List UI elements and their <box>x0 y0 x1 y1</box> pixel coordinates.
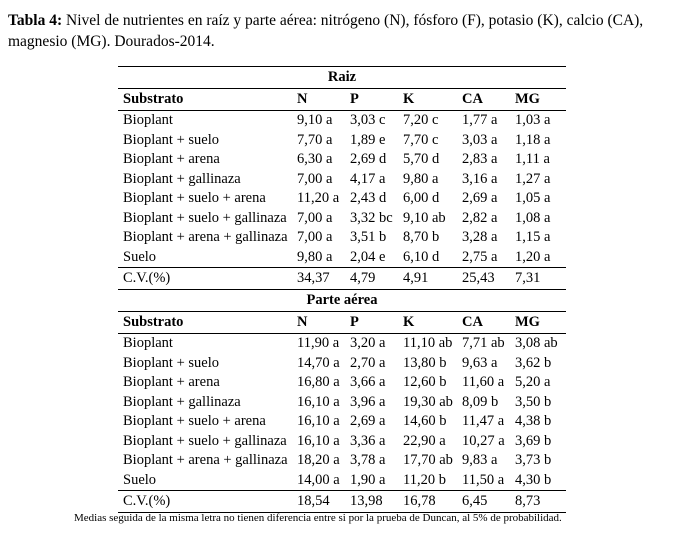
table-row <box>118 412 566 432</box>
nutrient-table <box>118 66 566 513</box>
table-row <box>118 170 566 190</box>
cell-col-p: 2,69 d <box>350 151 387 167</box>
cv-col-p: 13,98 <box>345 491 398 513</box>
cell-col-substrato: Bioplant <box>123 112 173 128</box>
header-col-mg: MG <box>510 89 566 111</box>
section-title-raiz: Raiz <box>118 67 566 89</box>
cell-col-mg: 4,30 b <box>515 471 552 488</box>
cell-col-k: 11,10 ab <box>403 335 453 351</box>
cell-col-n: 7,70 a <box>297 131 333 148</box>
cell-col-n: 16,10 a <box>297 432 340 449</box>
cell-col-mg: 3,08 ab <box>515 335 558 351</box>
table-row <box>118 432 566 452</box>
table-row <box>118 111 566 131</box>
cell-col-p: 2,04 e <box>350 248 386 265</box>
cell-col-ca: 1,77 a <box>462 112 498 128</box>
header-col-k: K <box>398 312 457 334</box>
cell-col-substrato: Suelo <box>123 471 157 488</box>
cv-col-substrato: C.V.(%) <box>118 491 292 513</box>
cv-col-ca: 25,43 <box>457 268 510 290</box>
cell-col-ca: 8,09 b <box>462 393 499 410</box>
cell-col-p: 3,51 b <box>350 229 387 245</box>
cell-col-ca: 11,60 a <box>462 374 505 390</box>
cell-col-mg: 1,03 a <box>515 112 551 128</box>
cv-row-raiz <box>118 268 566 290</box>
cell-col-substrato: Bioplant <box>123 335 173 351</box>
cell-col-ca: 3,28 a <box>462 229 498 245</box>
cell-col-p: 3,78 a <box>350 452 386 468</box>
table-row <box>118 451 566 471</box>
header-col-ca: CA <box>457 89 510 111</box>
cell-col-k: 7,20 c <box>403 112 439 128</box>
cv-col-n: 34,37 <box>292 268 345 290</box>
header-col-substrato: Substrato <box>118 312 292 334</box>
cell-col-ca: 11,47 a <box>462 413 505 429</box>
table-row <box>118 373 566 393</box>
cell-col-ca: 3,03 a <box>462 131 498 148</box>
cell-col-substrato: Bioplant + suelo <box>123 354 219 371</box>
cell-col-substrato: Bioplant + suelo <box>123 131 219 148</box>
cell-col-k: 19,30 ab <box>403 393 453 410</box>
cv-col-p: 4,79 <box>345 268 398 290</box>
cell-col-k: 14,60 b <box>403 413 447 429</box>
section-title-row-parte-aerea <box>118 290 566 312</box>
cell-col-n: 14,00 a <box>297 471 340 488</box>
cv-col-mg: 7,31 <box>510 268 566 290</box>
cell-col-mg: 1,20 a <box>515 248 551 265</box>
cell-col-mg: 1,05 a <box>515 190 551 206</box>
cell-col-substrato: Bioplant + arena <box>123 151 220 167</box>
cell-col-n: 9,80 a <box>297 248 333 265</box>
table-body <box>118 67 566 513</box>
cell-col-p: 3,66 a <box>350 374 386 390</box>
cell-col-ca: 2,75 a <box>462 248 498 265</box>
cell-col-k: 17,70 ab <box>403 452 453 468</box>
cell-col-n: 16,10 a <box>297 413 340 429</box>
header-col-p: P <box>345 312 398 334</box>
cell-col-mg: 1,18 a <box>515 131 551 148</box>
cell-col-substrato: Bioplant + arena + gallinaza <box>123 452 288 468</box>
header-row-raiz <box>118 89 566 111</box>
table-row <box>118 354 566 374</box>
cell-col-n: 18,20 a <box>297 452 340 468</box>
header-col-n: N <box>292 312 345 334</box>
table-row <box>118 189 566 209</box>
cell-col-mg: 1,08 a <box>515 209 551 226</box>
cell-col-p: 3,32 bc <box>350 209 393 226</box>
section-title-parte-aerea: Parte aérea <box>118 290 566 312</box>
cell-col-n: 6,30 a <box>297 151 333 167</box>
cell-col-p: 3,20 a <box>350 335 386 351</box>
cv-col-n: 18,54 <box>292 491 345 513</box>
cell-col-substrato: Bioplant + suelo + arena <box>123 190 266 206</box>
cell-col-k: 11,20 b <box>403 471 446 488</box>
cell-col-ca: 3,16 a <box>462 170 498 187</box>
cell-col-p: 3,03 c <box>350 112 386 128</box>
section-title-row-raiz <box>118 67 566 89</box>
header-col-ca: CA <box>457 312 510 334</box>
cell-col-mg: 5,20 a <box>515 374 551 390</box>
cell-col-k: 9,10 ab <box>403 209 446 226</box>
cell-col-substrato: Suelo <box>123 248 157 265</box>
cell-col-n: 16,10 a <box>297 393 340 410</box>
cell-col-p: 2,43 d <box>350 190 387 206</box>
cell-col-n: 7,00 a <box>297 209 333 226</box>
cell-col-n: 14,70 a <box>297 354 340 371</box>
cell-col-substrato: Bioplant + gallinaza <box>123 170 241 187</box>
cell-col-mg: 1,11 a <box>515 151 550 167</box>
cell-col-ca: 2,82 a <box>462 209 498 226</box>
cell-col-k: 12,60 b <box>403 374 447 390</box>
cell-col-substrato: Bioplant + arena + gallinaza <box>123 229 288 245</box>
header-col-substrato: Substrato <box>118 89 292 111</box>
cell-col-p: 3,96 a <box>350 393 386 410</box>
table-row <box>118 150 566 170</box>
cell-col-n: 9,10 a <box>297 112 333 128</box>
cv-col-mg: 8,73 <box>510 491 566 513</box>
cell-col-n: 11,20 a <box>297 190 340 206</box>
cell-col-substrato: Bioplant + arena <box>123 374 220 390</box>
cell-col-mg: 3,69 b <box>515 432 552 449</box>
cell-col-p: 1,89 e <box>350 131 386 148</box>
cell-col-mg: 4,38 b <box>515 413 552 429</box>
cell-col-ca: 11,50 a <box>462 471 505 488</box>
cell-col-substrato: Bioplant + gallinaza <box>123 393 241 410</box>
table-row <box>118 248 566 268</box>
cell-col-ca: 2,69 a <box>462 190 498 206</box>
table-footnote: Medias seguida de la misma letra no tienen diferencia entre si por la prueba de Duncan, al 5% de probabilidad. <box>74 512 562 524</box>
header-col-mg: MG <box>510 312 566 334</box>
cell-col-ca: 10,27 a <box>462 432 505 449</box>
cell-col-k: 7,70 c <box>403 131 439 148</box>
header-col-k: K <box>398 89 457 111</box>
table-row <box>118 228 566 248</box>
cv-col-k: 4,91 <box>398 268 457 290</box>
cell-col-ca: 2,83 a <box>462 151 498 167</box>
table-row <box>118 393 566 413</box>
table-row <box>118 209 566 229</box>
cell-col-substrato: Bioplant + suelo + gallinaza <box>123 432 287 449</box>
cell-col-p: 2,70 a <box>350 354 386 371</box>
cv-col-k: 16,78 <box>398 491 457 513</box>
cell-col-n: 11,90 a <box>297 335 340 351</box>
cell-col-ca: 9,63 a <box>462 354 498 371</box>
cv-col-ca: 6,45 <box>457 491 510 513</box>
cell-col-n: 16,80 a <box>297 374 340 390</box>
cell-col-mg: 3,73 b <box>515 452 552 468</box>
cell-col-mg: 3,62 b <box>515 354 552 371</box>
table-row <box>118 334 566 354</box>
cell-col-substrato: Bioplant + suelo + gallinaza <box>123 209 287 226</box>
header-col-n: N <box>292 89 345 111</box>
header-col-p: P <box>345 89 398 111</box>
header-row-parte-aerea <box>118 312 566 334</box>
table-row <box>118 471 566 491</box>
table-row <box>118 131 566 151</box>
cell-col-k: 13,80 b <box>403 354 447 371</box>
cell-col-ca: 7,71 ab <box>462 335 505 351</box>
cell-col-n: 7,00 a <box>297 170 333 187</box>
caption-label: Tabla 4: <box>8 12 63 29</box>
cell-col-n: 7,00 a <box>297 229 333 245</box>
cell-col-ca: 9,83 a <box>462 452 498 468</box>
cv-row-parte-aerea <box>118 491 566 513</box>
cell-col-p: 2,69 a <box>350 413 386 429</box>
cell-col-k: 6,00 d <box>403 190 440 206</box>
cell-col-p: 3,36 a <box>350 432 386 449</box>
cell-col-mg: 1,27 a <box>515 170 551 187</box>
cell-col-mg: 1,15 a <box>515 229 551 245</box>
cell-col-k: 8,70 b <box>403 229 440 245</box>
cv-col-substrato: C.V.(%) <box>118 268 292 290</box>
cell-col-p: 4,17 a <box>350 170 386 187</box>
cell-col-k: 6,10 d <box>403 248 440 265</box>
cell-col-k: 22,90 a <box>403 432 446 449</box>
table-caption <box>8 10 688 52</box>
cell-col-substrato: Bioplant + suelo + arena <box>123 413 266 429</box>
cell-col-k: 9,80 a <box>403 170 439 187</box>
caption-text: Nivel de nutrientes en raíz y parte aérea: nitrógeno (N), fósforo (F), potasio (K), calcio (CA), magnesio (MG). Dourados-2014. <box>8 12 644 50</box>
cell-col-k: 5,70 d <box>403 151 440 167</box>
cell-col-mg: 3,50 b <box>515 393 552 410</box>
cell-col-p: 1,90 a <box>350 471 386 488</box>
